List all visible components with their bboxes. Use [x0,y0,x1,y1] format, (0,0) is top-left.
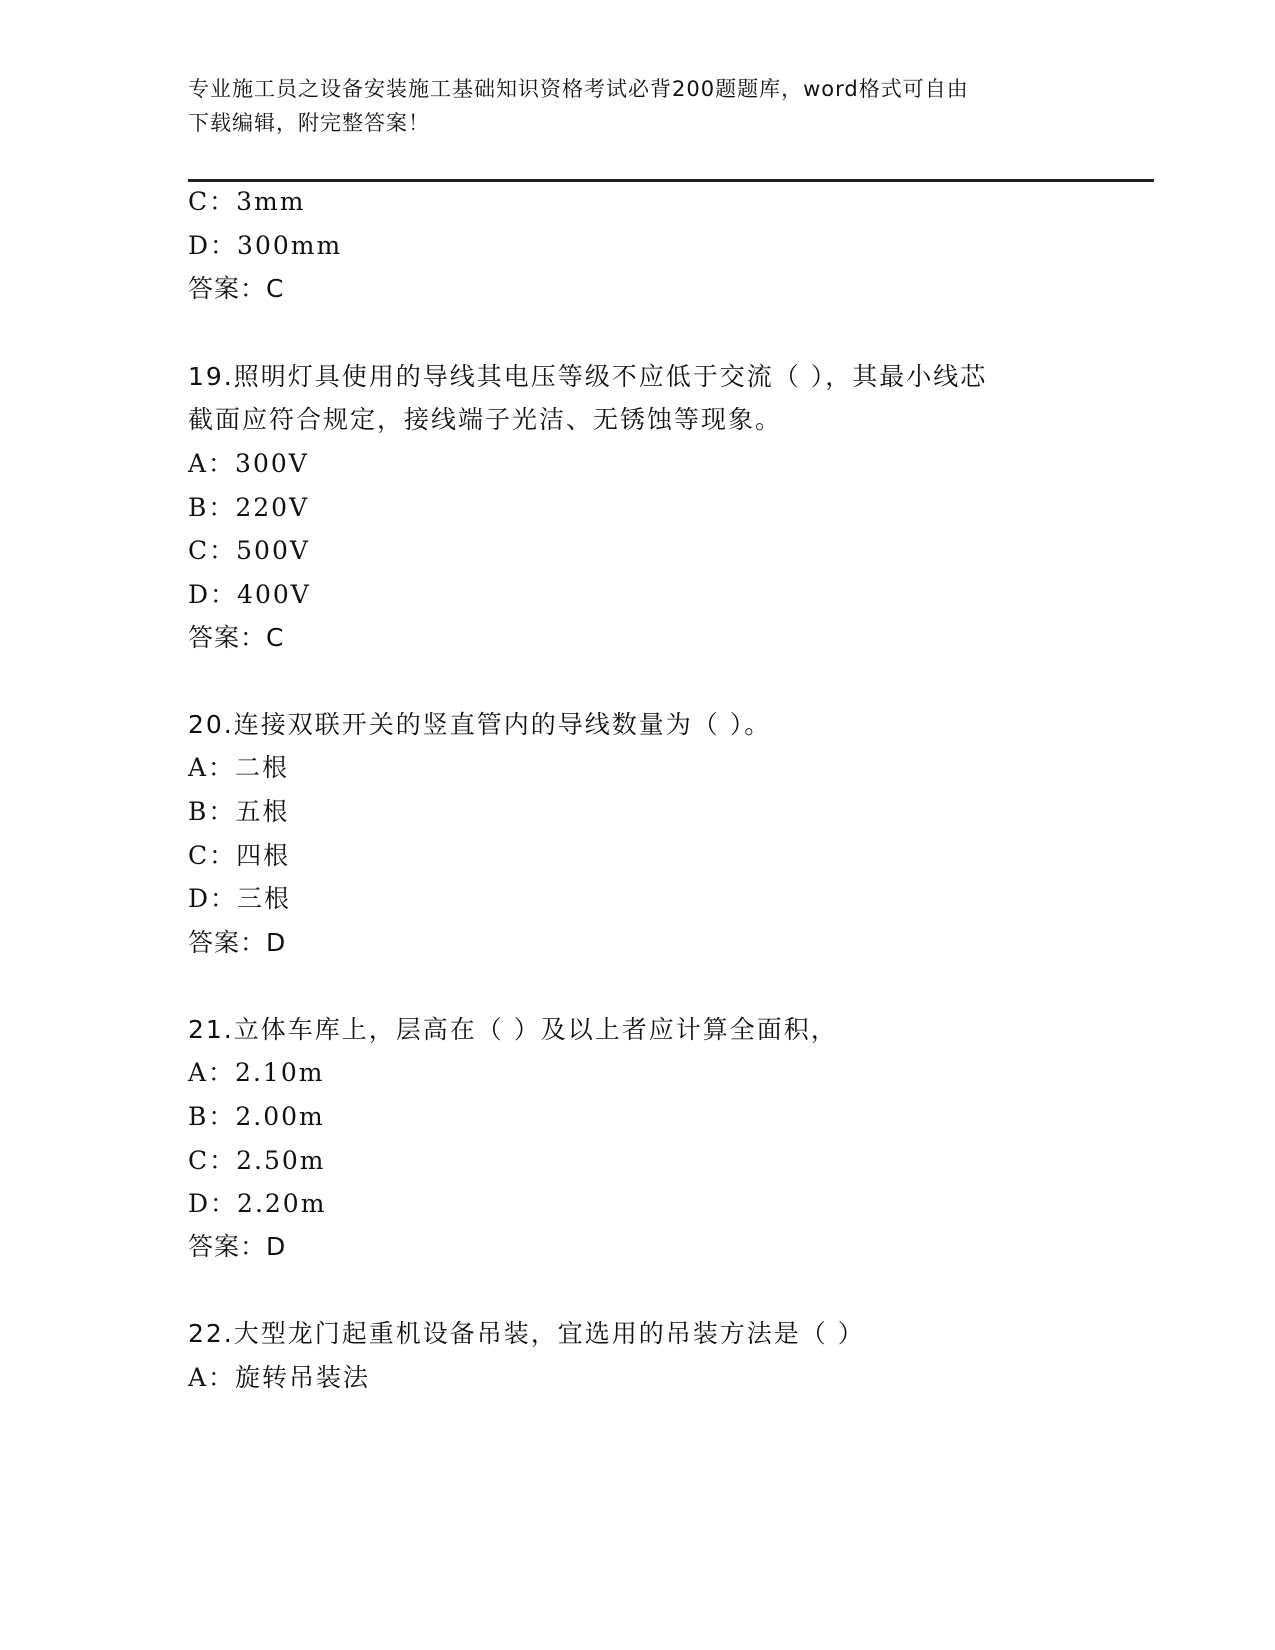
q19-stem-line-1: 19.照明灯具使用的导线其电压等级不应低于交流（ ），其最小线芯 [188,362,988,391]
document-header [188,72,1088,140]
header-title-line-2: 下载编辑，附完整答案！ [188,111,430,135]
q20-stem-line-1: 20.连接双联开关的竖直管内的导线数量为（ ）。 [188,710,772,739]
q20-option-c: C：四根 [188,841,291,870]
q21-option-c: C：2.50m [188,1146,326,1175]
prev-option-d: D：300mm [188,231,343,260]
q21-option-b: B：2.00m [188,1102,325,1131]
q20-answer: 答案：D [188,928,287,957]
q19-stem-line-2: 截面应符合规定，接线端子光洁、无锈蚀等现象。 [188,405,783,434]
q19-option-b: B：220V [188,493,310,522]
header-title-line-1: 专业施工员之设备安装施工基础知识资格考试必背200题题库，word格式可自由 [188,77,969,101]
q21-stem-line-1: 21.立体车库上，层高在（ ）及以上者应计算全面积， [188,1015,838,1044]
q20-option-d: D：三根 [188,884,292,913]
q22-stem-line-1: 22.大型龙门起重机设备吊装，宜选用的吊装方法是（ ） [188,1319,865,1348]
q21-answer: 答案：D [188,1232,287,1261]
prev-answer: 答案：C [188,274,285,303]
header-divider [188,179,1154,182]
q19-answer: 答案：C [188,623,285,652]
q19-option-c: C：500V [188,536,310,565]
q21-option-a: A：2.10m [188,1058,325,1087]
q20-option-a: A：二根 [188,753,290,782]
q21-option-d: D：2.20m [188,1189,327,1218]
prev-option-c: C：3mm [188,187,306,216]
q20-option-b: B：五根 [188,797,290,826]
q22-option-a: A：旋转吊装法 [188,1363,371,1392]
q19-option-d: D：400V [188,580,311,609]
q19-option-a: A：300V [188,449,309,478]
